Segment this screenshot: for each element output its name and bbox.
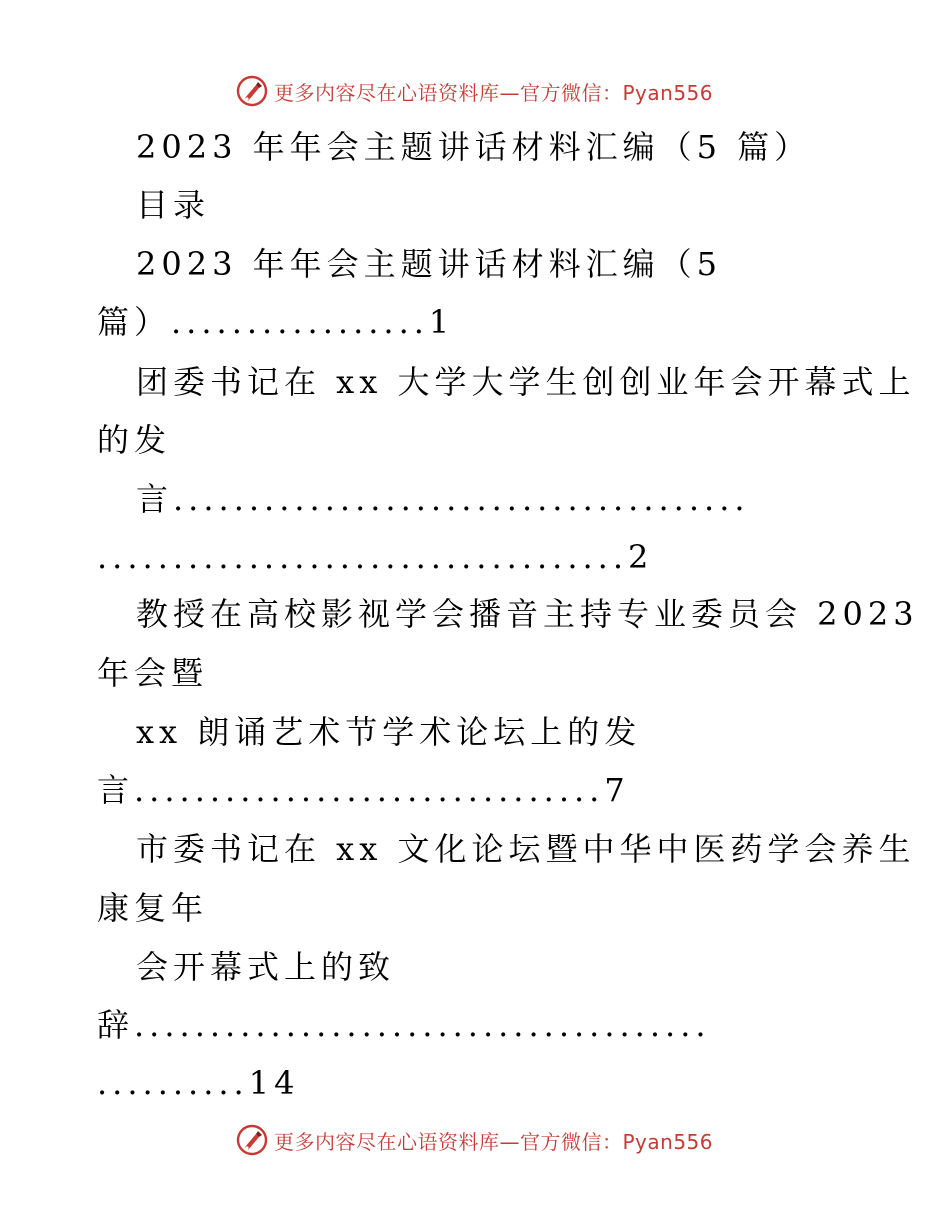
toc-line: 市委书记在 xx 文化论坛暨中华中医药学会养生 <box>136 830 916 868</box>
toc-line: 会开幕式上的致 <box>136 948 396 986</box>
toc-line: 团委书记在 xx 大学大学生创创业年会开幕式上 <box>136 363 916 401</box>
pen-seal-logo-icon <box>236 75 268 107</box>
banner-text: 更多内容尽在心语资料库—官方微信：Pyan556 <box>274 1129 714 1154</box>
toc-line: 康复年 <box>97 889 209 927</box>
toc-line: 辞...................................... <box>97 1006 711 1044</box>
toc-line: 的发 <box>97 421 172 459</box>
toc-line: ...................................2 <box>97 538 654 576</box>
toc-line: 2023 年年会主题讲话材料汇编（5 <box>136 245 722 283</box>
toc-line: 言...............................7 <box>97 771 630 809</box>
banner-text: 更多内容尽在心语资料库—官方微信：Pyan556 <box>274 80 714 105</box>
toc-line: ..........14 <box>97 1064 300 1102</box>
footer-banner <box>236 1123 713 1157</box>
toc-line: 篇）.................1 <box>97 303 455 341</box>
header-banner <box>236 74 713 108</box>
pen-seal-logo-icon <box>236 1124 268 1156</box>
toc-line: xx 朗诵艺术节学术论坛上的发 <box>136 713 642 751</box>
toc-line: 言...................................... <box>136 480 750 518</box>
toc-line: 教授在高校影视学会播音主持专业委员会 2023 <box>136 595 919 633</box>
toc-line: 年会暨 <box>97 654 209 692</box>
toc-heading: 目录 <box>136 186 211 224</box>
document-title: 2023 年年会主题讲话材料汇编（5 篇） <box>136 128 812 166</box>
